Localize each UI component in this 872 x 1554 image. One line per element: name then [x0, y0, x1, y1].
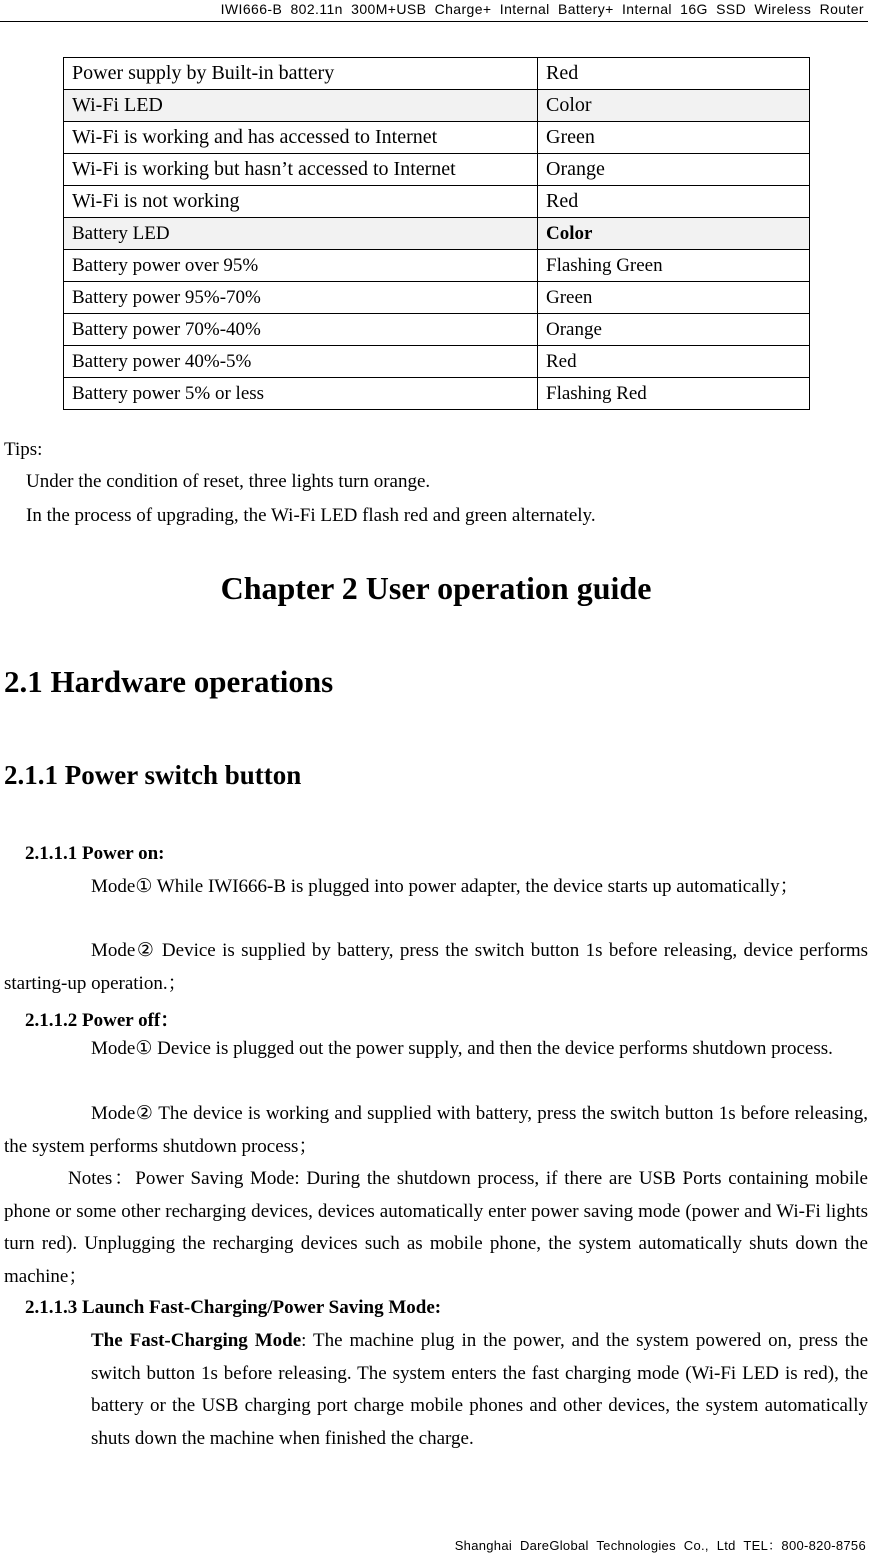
table-row [64, 186, 810, 218]
paragraph: Mode① While IWI666-B is plugged into power adapter, the device starts up automatically； [91, 876, 799, 897]
table-row [64, 282, 810, 314]
table-cell: Orange [538, 314, 810, 346]
table-cell: Battery power over 95% [64, 250, 538, 282]
paragraph: Mode① Device is plugged out the power supply, and then the device performs shutdown process. [91, 1038, 833, 1059]
subsubsection-heading: 2.1.1.3 Launch Fast-Charging/Power Saving Mode: [25, 1297, 442, 1318]
table-cell: Green [538, 122, 810, 154]
table-row [64, 154, 810, 186]
table-cell: Flashing Green [538, 250, 810, 282]
table-cell: Battery LED [64, 218, 538, 250]
table-cell: Flashing Red [538, 378, 810, 410]
table-cell: Green [538, 282, 810, 314]
table-cell: Battery power 5% or less [64, 378, 538, 410]
subsection-heading: 2.1.1 Power switch button [4, 760, 302, 790]
paragraph: Mode② The device is working and supplied with battery, press the switch button 1s before releasing, the system performs shutdown process； [4, 1103, 868, 1157]
table-cell: Wi-Fi is not working [64, 186, 538, 218]
table-row [64, 378, 810, 410]
table-cell: Power supply by Built-in battery [64, 58, 538, 90]
table-row [64, 314, 810, 346]
fast-charge-lead: The Fast-Charging Mode [91, 1330, 302, 1351]
table-cell: Battery power 40%-5% [64, 346, 538, 378]
table-header-row [64, 90, 810, 122]
table-cell: Red [538, 346, 810, 378]
table-row [64, 122, 810, 154]
chapter-title: Chapter 2 User operation guide [220, 570, 652, 606]
subsubsection-heading: 2.1.1.2 Power off： [25, 1010, 180, 1031]
table-cell: Wi-Fi is working but hasn’t accessed to Internet [64, 154, 538, 186]
table-cell: Red [538, 186, 810, 218]
table-cell: Wi-Fi is working and has accessed to Internet [64, 122, 538, 154]
table-cell: Red [538, 58, 810, 90]
table-cell: Color [538, 218, 810, 250]
header-rule [0, 21, 868, 22]
table-cell: Color [538, 90, 810, 122]
table-row [64, 346, 810, 378]
notes-paragraph: Notes：Power Saving Mode: During the shutdown process, if there are USB Ports containing mobile phone or some other recharging devices, devices automatically enter power saving mode (power and Wi-Fi lights turn red). Unplugging the recharging devices such as mobile phone, the system automatically shuts down the machine； [4, 1168, 868, 1287]
table-row [64, 58, 810, 90]
tip-line: In the process of upgrading, the Wi-Fi LED flash red and green alternately. [26, 505, 596, 526]
section-heading: 2.1 Hardware operations [4, 664, 334, 699]
table-cell: Battery power 95%-70% [64, 282, 538, 314]
table-cell: Wi-Fi LED [64, 90, 538, 122]
tip-line: Under the condition of reset, three lights turn orange. [26, 471, 431, 492]
fast-charge-body: : The machine plug in the power, and the system powered on, press the switch button 1s before releasing. The system enters the fast charging mode (Wi-Fi LED is red), the battery or the USB charging port charge mobile phones and other devices, the system automatically shuts down the machine when finished the charge. [91, 1330, 869, 1449]
fast-charge-paragraph [91, 1325, 868, 1455]
table-row [64, 250, 810, 282]
table-header-row [64, 218, 810, 250]
subsubsection-heading: 2.1.1.1 Power on: [25, 843, 165, 864]
tips-label: Tips: [4, 439, 43, 460]
led-status-table [63, 57, 810, 410]
table-cell: Battery power 70%-40% [64, 314, 538, 346]
page-header: IWI666-B 802.11n 300M+USB Charge+ Internal Battery+ Internal 16G SSD Wireless Router [220, 1, 864, 17]
page-footer: Shanghai DareGlobal Technologies Co., Ltd TEL：800-820-8756 [454, 1538, 866, 1553]
table-cell: Orange [538, 154, 810, 186]
paragraph: Mode② Device is supplied by battery, press the switch button 1s before releasing, device performs starting-up operation.； [4, 940, 868, 994]
